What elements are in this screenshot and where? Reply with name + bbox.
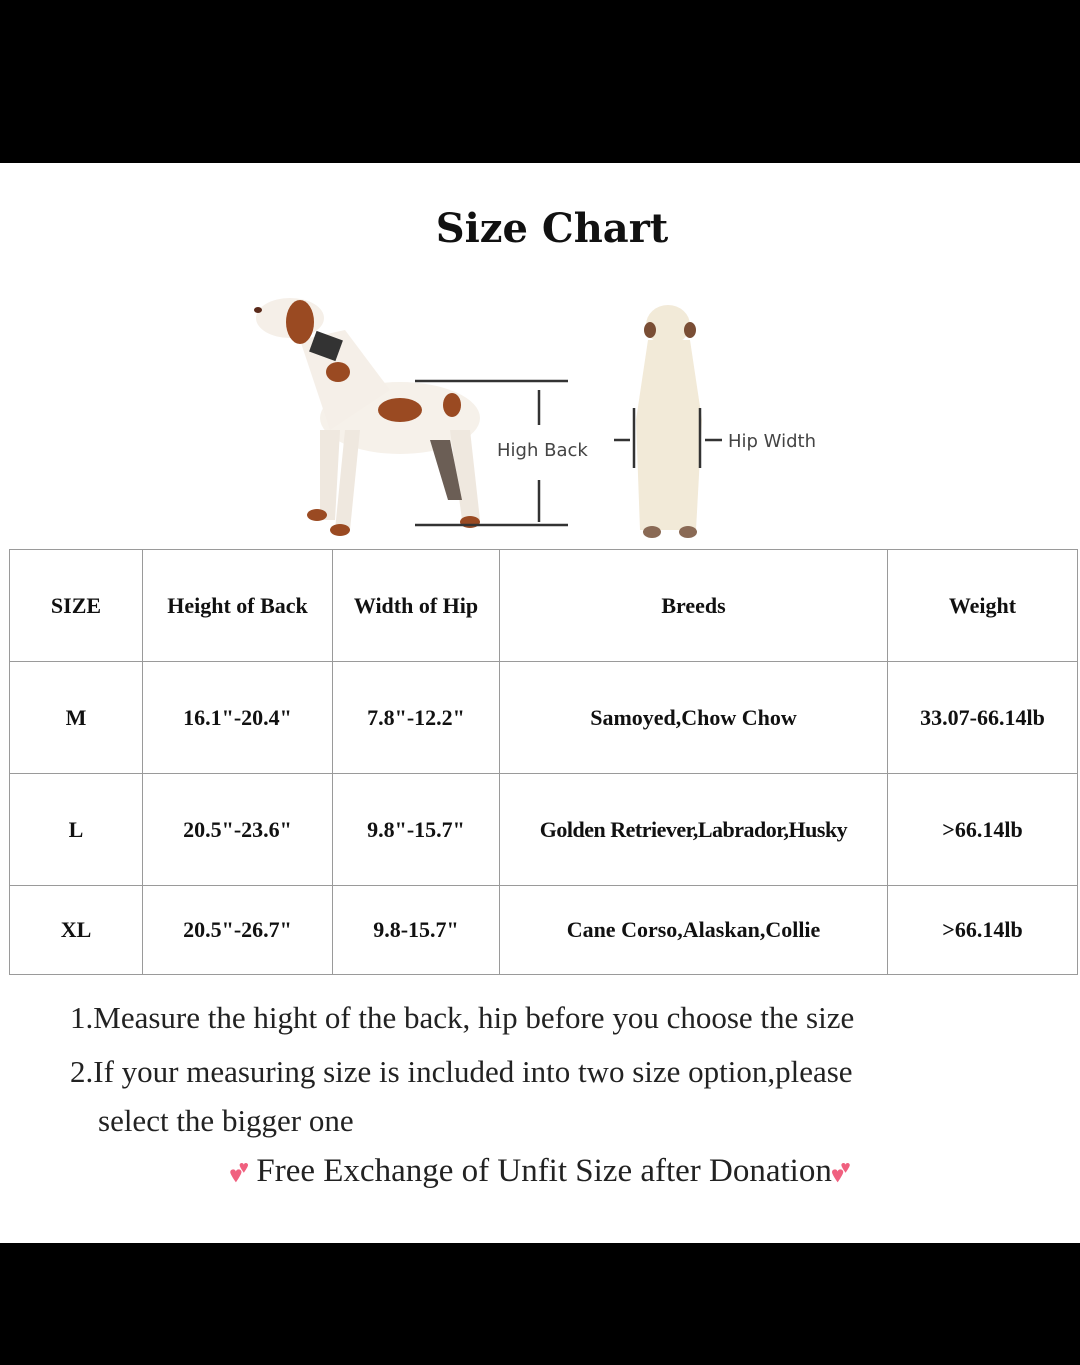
header-width-of-hip: Width of Hip: [333, 550, 500, 662]
cell-height: 20.5"-23.6": [143, 774, 333, 886]
header-breeds: Breeds: [500, 550, 888, 662]
cell-breeds: Samoyed,Chow Chow: [500, 662, 888, 774]
cell-weight: 33.07-66.14lb: [888, 662, 1078, 774]
header-weight: Weight: [888, 550, 1078, 662]
note-2: 2.If your measuring size is included into two size option,please: [70, 1054, 853, 1089]
cell-hip: 9.8"-15.7": [333, 774, 500, 886]
promo-text: Free Exchange of Unfit Size after Donation: [256, 1153, 832, 1189]
header-size: SIZE: [10, 550, 143, 662]
table-header-row: [10, 550, 1078, 662]
cell-breeds: Golden Retriever,Labrador,Husky: [500, 774, 888, 886]
measurement-notes: [70, 991, 854, 1143]
header-height-of-back: Height of Back: [143, 550, 333, 662]
table-row: [10, 774, 1078, 886]
cell-weight: >66.14lb: [888, 886, 1078, 975]
size-table: [9, 549, 1078, 975]
page-title: Size Chart: [435, 205, 669, 252]
side-dog-image: [254, 298, 480, 536]
cell-height: 20.5"-26.7": [143, 886, 333, 975]
size-chart-sheet: [0, 163, 1080, 1243]
cell-breeds: Cane Corso,Alaskan,Collie: [500, 886, 888, 975]
bottom-black-band: [0, 1243, 1080, 1365]
cell-size: M: [10, 662, 143, 774]
cell-size: L: [10, 774, 143, 886]
cell-weight: >66.14lb: [888, 774, 1078, 886]
free-exchange-banner: [0, 1153, 1080, 1190]
cell-height: 16.1"-20.4": [143, 662, 333, 774]
table-row: [10, 662, 1078, 774]
hip-width-label: Hip Width: [728, 431, 816, 452]
two-hearts-icon: 💕︎: [230, 1155, 249, 1188]
top-black-band: [0, 0, 1080, 163]
back-dog-image: [636, 305, 702, 538]
note-2-continued: select the bigger one: [98, 1103, 354, 1138]
high-back-label: High Back: [497, 440, 588, 461]
table-row: [10, 886, 1078, 975]
cell-hip: 9.8-15.7": [333, 886, 500, 975]
note-1: 1.Measure the hight of the back, hip before you choose the size: [70, 1000, 855, 1035]
cell-size: XL: [10, 886, 143, 975]
dog-measurement-illustration: [0, 163, 1080, 563]
two-hearts-icon: 💕︎: [831, 1155, 850, 1188]
cell-hip: 7.8"-12.2": [333, 662, 500, 774]
